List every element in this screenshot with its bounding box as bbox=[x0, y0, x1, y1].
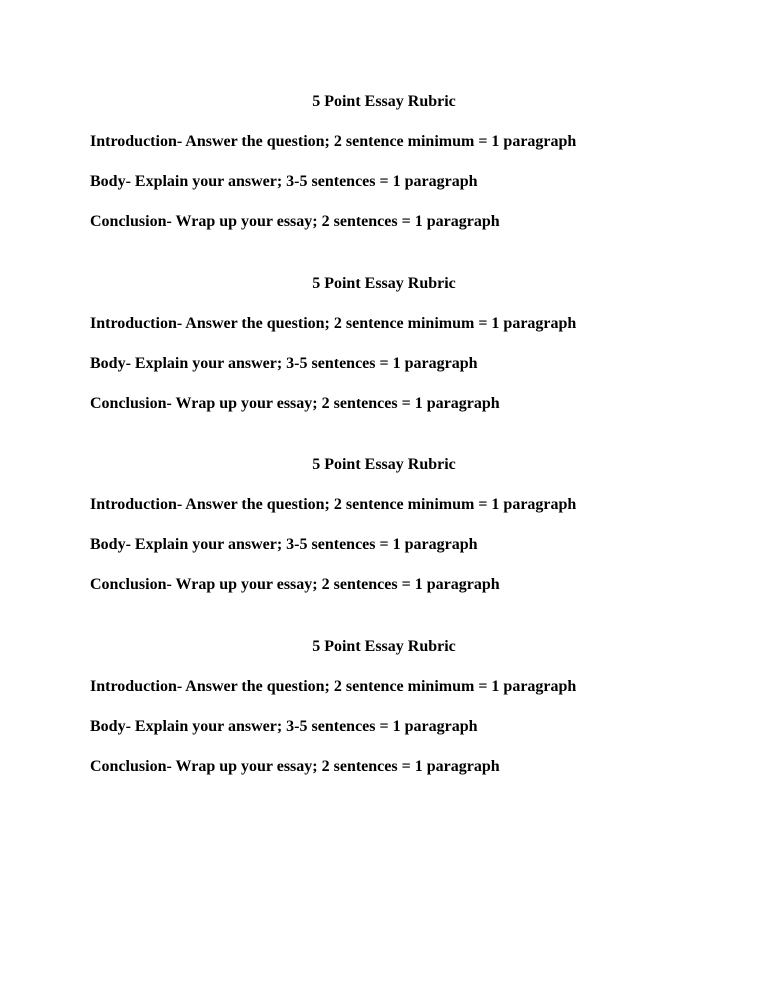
rubric-introduction-line: Introduction- Answer the question; 2 sentence minimum = 1 paragraph bbox=[90, 678, 577, 695]
rubric-section-3 bbox=[90, 455, 710, 595]
rubric-body-line: Body- Explain your answer; 3-5 sentences = 1 paragraph bbox=[90, 536, 478, 553]
rubric-title: 5 Point Essay Rubric bbox=[312, 456, 456, 473]
rubric-body-line: Body- Explain your answer; 3-5 sentences = 1 paragraph bbox=[90, 718, 478, 735]
rubric-section-4 bbox=[90, 637, 710, 777]
rubric-body-line: Body- Explain your answer; 3-5 sentences = 1 paragraph bbox=[90, 173, 478, 190]
rubric-conclusion-line: Conclusion- Wrap up your essay; 2 sentences = 1 paragraph bbox=[90, 213, 500, 230]
rubric-body-line: Body- Explain your answer; 3-5 sentences = 1 paragraph bbox=[90, 355, 478, 372]
rubric-title: 5 Point Essay Rubric bbox=[312, 93, 456, 110]
rubric-introduction-line: Introduction- Answer the question; 2 sentence minimum = 1 paragraph bbox=[90, 496, 577, 513]
rubric-title: 5 Point Essay Rubric bbox=[312, 275, 456, 292]
rubric-conclusion-line: Conclusion- Wrap up your essay; 2 sentences = 1 paragraph bbox=[90, 395, 500, 412]
rubric-introduction-line: Introduction- Answer the question; 2 sentence minimum = 1 paragraph bbox=[90, 315, 577, 332]
rubric-title: 5 Point Essay Rubric bbox=[312, 638, 456, 655]
rubric-section-1 bbox=[90, 92, 710, 232]
rubric-conclusion-line: Conclusion- Wrap up your essay; 2 sentences = 1 paragraph bbox=[90, 576, 500, 593]
rubric-introduction-line: Introduction- Answer the question; 2 sentence minimum = 1 paragraph bbox=[90, 133, 577, 150]
rubric-conclusion-line: Conclusion- Wrap up your essay; 2 sentences = 1 paragraph bbox=[90, 758, 500, 775]
rubric-section-2 bbox=[90, 274, 710, 414]
